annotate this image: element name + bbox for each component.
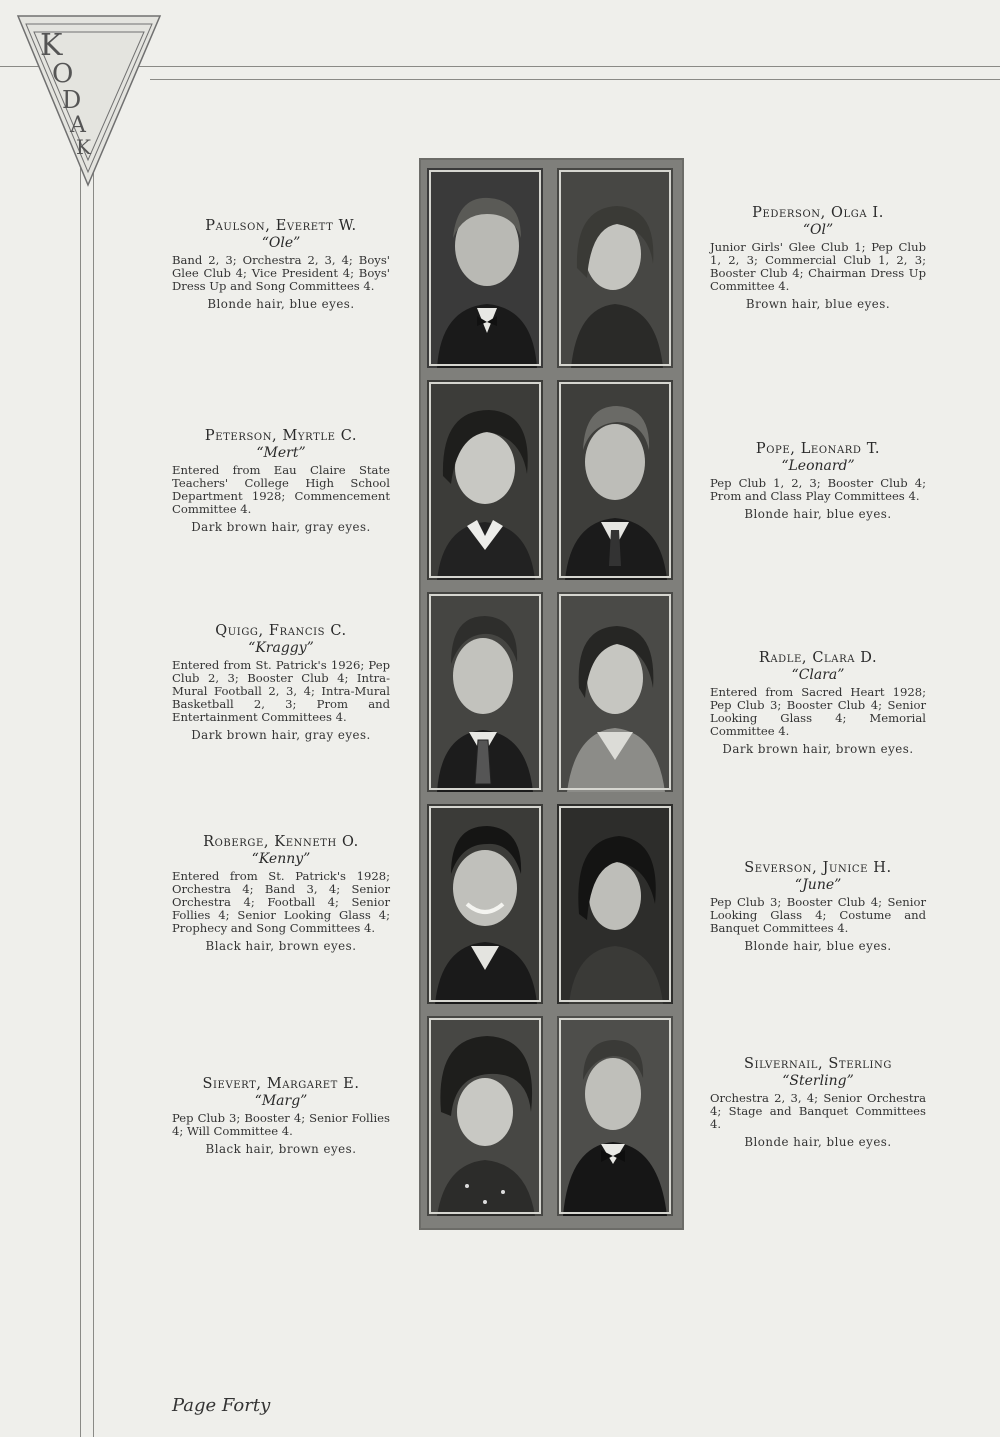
portrait-girl-icon (557, 168, 673, 368)
student-nickname: “ Mert ” (172, 445, 390, 461)
student-nickname: “ Clara ” (710, 667, 926, 683)
portrait-photo-pope (557, 380, 673, 580)
portrait-photo-silvernail (557, 1016, 673, 1216)
student-nickname: “ Sterling ” (710, 1073, 926, 1089)
student-name: Sievert, Margaret E. (202, 1076, 360, 1092)
student-features: Blonde hair, blue eyes. (207, 297, 355, 311)
senior-entry-roberge (172, 834, 390, 954)
student-nickname: “ Ole ” (172, 235, 390, 251)
portrait-girl-icon (557, 592, 673, 792)
student-features: Dark brown hair, brown eyes. (722, 742, 914, 756)
logo-letter-k1: K (40, 28, 63, 63)
logo-letter-a: A (70, 113, 86, 138)
portrait-boy-icon (427, 592, 543, 792)
student-name: Radle, Clara D. (758, 650, 878, 666)
student-name: Pederson, Olga I. (752, 205, 884, 221)
student-name: Severson, Junice H. (744, 860, 892, 876)
student-features: Dark brown hair, gray eyes. (191, 728, 371, 742)
student-features: Brown hair, blue eyes. (745, 297, 891, 311)
student-name: Pope, Leonard T. (755, 441, 881, 457)
student-nickname: “ Ol ” (710, 222, 926, 238)
frame-line-top-inner (150, 79, 1000, 80)
portrait-photo-peterson (427, 380, 543, 580)
logo-letter-o: O (52, 59, 74, 89)
senior-entry-peterson (172, 428, 390, 535)
student-nickname: “ June ” (710, 877, 926, 893)
senior-entry-silvernail (710, 1056, 926, 1150)
student-nickname: “ Leonard ” (710, 458, 926, 474)
portrait-photo-quigg (427, 592, 543, 792)
student-name: Peterson, Myrtle C. (204, 428, 358, 444)
senior-entry-pope (710, 441, 926, 522)
portrait-photo-pederson (557, 168, 673, 368)
student-activities: Entered from Sacred Heart 1928; Pep Club 3; Booster Club 4; Senior Looking Glass 4; Memorial Committee 4. (710, 685, 926, 738)
senior-entry-severson (710, 860, 926, 954)
student-activities: Entered from St. Patrick's 1926; Pep Club 2, 3; Booster Club 4; Intra-Mural Football 2, 3, 4; Intra-Mural Basketball 2, 3; Prom and Entertainment Committees 4. (172, 658, 390, 724)
student-features: Blonde hair, blue eyes. (744, 939, 892, 953)
student-activities: Orchestra 2, 3, 4; Senior Orchestra 4; Stage and Banquet Committees 4. (710, 1091, 926, 1131)
portrait-girl-icon (427, 380, 543, 580)
senior-entry-radle (710, 650, 926, 757)
portrait-photo-sievert (427, 1016, 543, 1216)
student-nickname: “ Marg ” (172, 1093, 390, 1109)
portrait-boy-icon (427, 168, 543, 368)
portrait-boy-icon (427, 804, 543, 1004)
student-features: Black hair, brown eyes. (205, 1142, 357, 1156)
kodak-logo (0, 0, 180, 190)
portrait-boy-icon (557, 380, 673, 580)
photo-strip (419, 158, 684, 1230)
student-features: Black hair, brown eyes. (205, 939, 357, 953)
student-name: Paulson, Everett W. (205, 218, 357, 234)
senior-entry-sievert (172, 1076, 390, 1157)
portrait-photo-paulson (427, 168, 543, 368)
senior-entry-paulson (172, 218, 390, 312)
frame-line-left-outer (80, 150, 81, 1437)
student-name: Quigg, Francis C. (215, 623, 347, 639)
student-activities: Entered from St. Patrick's 1928; Orchestra 4; Band 3, 4; Senior Orchestra 4; Football 4; Senior Follies 4; Senior Looking Glass 4; Prophecy and Song Committees 4. (172, 869, 390, 935)
portrait-girl-icon (557, 804, 673, 1004)
portrait-boy-icon (557, 1016, 673, 1216)
student-activities: Pep Club 3; Booster Club 4; Senior Looking Glass 4; Costume and Banquet Committees 4. (710, 895, 926, 935)
portrait-photo-roberge (427, 804, 543, 1004)
student-nickname: “ Kraggy ” (172, 640, 390, 656)
page-number: Page Forty (172, 1395, 271, 1416)
logo-letter-d: D (62, 86, 82, 114)
frame-line-left-inner (93, 150, 94, 1437)
student-features: Dark brown hair, gray eyes. (191, 520, 371, 534)
student-activities: Entered from Eau Claire State Teachers' College High School Department 1928; Commencement Committee 4. (172, 463, 390, 516)
student-features: Blonde hair, blue eyes. (744, 1135, 892, 1149)
portrait-photo-radle (557, 592, 673, 792)
student-name: Roberge, Kenneth O. (203, 834, 359, 850)
student-name: Silvernail, Sterling (744, 1056, 892, 1072)
senior-entry-quigg (172, 623, 390, 743)
student-activities: Band 2, 3; Orchestra 2, 3, 4; Boys' Glee Club 4; Vice President 4; Boys' Dress Up and Song Committees 4. (172, 253, 390, 293)
student-features: Blonde hair, blue eyes. (744, 507, 892, 521)
student-activities: Pep Club 1, 2, 3; Booster Club 4; Prom and Class Play Committees 4. (710, 476, 926, 503)
student-nickname: “ Kenny ” (172, 851, 390, 867)
student-activities: Pep Club 3; Booster 4; Senior Follies 4; Will Committee 4. (172, 1111, 390, 1138)
logo-letter-k2: K (76, 135, 91, 159)
student-activities: Junior Girls' Glee Club 1; Pep Club 1, 2, 3; Commercial Club 1, 2, 3; Booster Club 4; Chairman Dress Up Committee 4. (710, 240, 926, 293)
senior-entry-pederson (710, 205, 926, 312)
portrait-photo-severson (557, 804, 673, 1004)
portrait-girl-icon (427, 1016, 543, 1216)
